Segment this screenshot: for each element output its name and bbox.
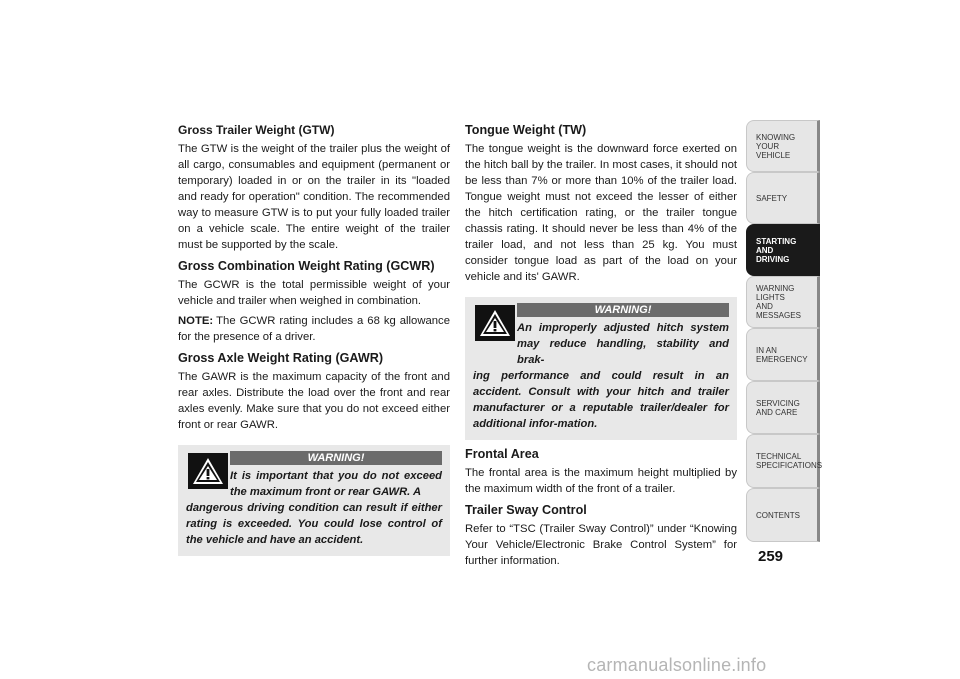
gtw-body: The GTW is the weight of the trailer plus the weight of all cargo, consumables and equipment (permanent or temporary) loaded in or on the trailer in its "loaded and ready for operation" condition. The recommended way to measure GTW is to put your fully loaded trailer on a vehicle scale. The entire weight of the trailer must be supported by the scale. (178, 143, 450, 251)
tab-in-an-emergency[interactable]: IN AN EMERGENCY (746, 328, 820, 381)
tab-servicing-and-care[interactable]: SERVICING AND CARE (746, 381, 820, 434)
warning-text-rest: dangerous driving condition can result if either rating is exceeded. You could lose control of the vehicle and have an accident. (186, 502, 442, 546)
tab-starting-and-driving[interactable]: STARTING AND DRIVING (746, 224, 820, 276)
warning-text-first: An improperly adjusted hitch system may reduce handling, stability and brak- (517, 322, 729, 366)
page-number: 259 (758, 548, 784, 565)
gcwr-note (178, 313, 450, 345)
warning-text-first: It is important that you do not exceed the maximum front or rear GAWR. A (230, 470, 442, 498)
tab-knowing-your-vehicle[interactable]: KNOWING YOUR VEHICLE (746, 120, 820, 172)
warning-text-rest: ing performance and could result in an accident. Consult with your hitch and trailer manufacturer or a reputable trailer/dealer for additional infor-mation. (473, 370, 729, 430)
tw-heading: Tongue Weight (TW) (465, 123, 587, 137)
gawr-warning-box (178, 445, 450, 556)
tab-technical-specifications[interactable]: TECHNICAL SPECIFICATIONS (746, 434, 820, 488)
right-column (465, 122, 737, 573)
note-label: NOTE: (178, 315, 214, 327)
frontal-body: The frontal area is the maximum height multiplied by the maximum width of the front of a trailer. (465, 467, 737, 495)
sway-body: Refer to “TSC (Trailer Sway Control)” under “Knowing Your Vehicle/Electronic Brake Control System” for further information. (465, 523, 737, 567)
tab-warning-lights-and-messages[interactable]: WARNING LIGHTS AND MESSAGES (746, 276, 820, 328)
note-text: The GCWR rating includes a 68 kg allowance for the presence of a driver. (178, 315, 450, 343)
gcwr-heading: Gross Combination Weight Rating (GCWR) (178, 259, 435, 273)
gtw-heading: Gross Trailer Weight (GTW) (178, 123, 335, 137)
tab-contents[interactable]: CONTENTS (746, 488, 820, 542)
gcwr-body: The GCWR is the total permissible weight of your vehicle and trailer when weighed in combination. (178, 279, 450, 307)
hitch-warning-box (465, 297, 737, 440)
tab-safety[interactable]: SAFETY (746, 172, 820, 224)
gawr-heading: Gross Axle Weight Rating (GAWR) (178, 351, 384, 365)
warning-triangle-icon (475, 305, 515, 341)
warning-title: WARNING! (230, 451, 442, 465)
section-tabs (746, 120, 823, 542)
warning-triangle-icon (188, 453, 228, 489)
gawr-body: The GAWR is the maximum capacity of the front and rear axles. Distribute the load over the front and rear axles evenly. Make sure that you do not exceed either front or rear GAWR. (178, 371, 450, 431)
tw-body: The tongue weight is the downward force exerted on the hitch ball by the trailer. In most cases, it should not be less than 7% or more than 10% of the trailer load. Tongue weight must not exceed the lesser of either the hitch certification rating, or the trailer tongue chassis rating. It should never be less than 4% of the trailer load, and not less than 25 kg. You must consider tongue load as part of the load on your vehicle and its' GAWR. (465, 143, 737, 283)
left-column (178, 122, 450, 556)
warning-title: WARNING! (517, 303, 729, 317)
frontal-heading: Frontal Area (465, 447, 539, 461)
watermark: carmanualsonline.info (587, 655, 767, 675)
sway-heading: Trailer Sway Control (465, 503, 587, 517)
